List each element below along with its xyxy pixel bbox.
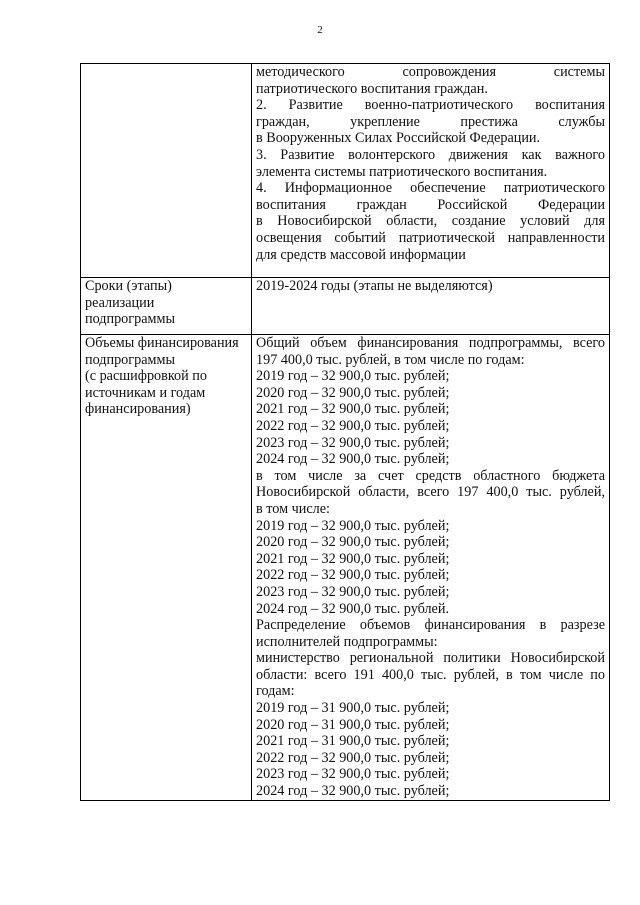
text-line: элемента системы патриотического воспитания. — [256, 163, 548, 180]
text-line: 2021 год – 31 900,0 тыс. рублей; — [256, 733, 450, 750]
text-line: методического сопровождения системы — [256, 64, 605, 80]
label-line: источникам и годам — [85, 384, 206, 401]
label-line: подпрограммы — [85, 351, 175, 368]
table-row-financing — [81, 335, 610, 801]
row-value-cell — [252, 335, 610, 801]
row-label-cell — [81, 278, 252, 335]
text-line: 2024 год – 32 900,0 тыс. рублей; — [256, 451, 450, 468]
label-line: (с расшифровкой по — [85, 368, 207, 385]
text-line: в том числе за счет средств областного бюджета — [256, 467, 605, 484]
text-line: Распределение объемов финансирования в разрезе — [256, 617, 605, 634]
table-row-objectives — [81, 64, 610, 278]
text-line: 2020 год – 32 900,0 тыс. рублей; — [256, 534, 450, 551]
text-line: в Новосибирской области, создание условий для — [256, 213, 605, 230]
text-line: области: всего 191 400,0 тыс. рублей, в том числе по — [256, 666, 605, 683]
row-value-cell — [252, 64, 610, 278]
label-line: финансирования) — [85, 401, 191, 418]
row-label-cell — [81, 335, 252, 801]
text-line: для средств массовой информации — [256, 246, 466, 263]
text-line: в Вооруженных Силах Российской Федерации. — [256, 130, 541, 147]
text-line: 2019 год – 32 900,0 тыс. рублей; — [256, 517, 450, 534]
text-line: Общий объем финансирования подпрограммы, всего — [256, 335, 605, 351]
text-line: 2023 год – 32 900,0 тыс. рублей; — [256, 434, 450, 451]
text-line: 2022 год – 32 900,0 тыс. рублей; — [256, 417, 450, 434]
text-line: 2024 год – 32 900,0 тыс. рублей; — [256, 783, 450, 800]
text-line: 2021 год – 32 900,0 тыс. рублей; — [256, 550, 450, 567]
text-line: годам: — [256, 683, 295, 700]
text-line: воспитания граждан Российской Федерации — [256, 196, 605, 213]
text-line: 2023 год – 32 900,0 тыс. рублей; — [256, 583, 450, 600]
text-line: 2019 год – 31 900,0 тыс. рублей; — [256, 700, 450, 717]
text-line: 2. Развитие военно-патриотического воспитания — [256, 97, 605, 114]
text-line: 2022 год – 32 900,0 тыс. рублей; — [256, 749, 450, 766]
text-line: Новосибирской области, всего 197 400,0 тыс. рублей, — [256, 484, 605, 501]
label-line: реализации — [85, 294, 155, 311]
label-line: подпрограммы — [85, 311, 175, 328]
text-line: 2024 год – 32 900,0 тыс. рублей. — [256, 600, 449, 617]
text-line: 2020 год – 31 900,0 тыс. рублей; — [256, 716, 450, 733]
text-line: 2020 год – 32 900,0 тыс. рублей; — [256, 384, 450, 401]
text-line: 2019-2024 годы (этапы не выделяются) — [256, 278, 493, 294]
label-line: Объемы финансирования — [85, 335, 239, 351]
text-line: граждан, укрепление престижа службы — [256, 113, 605, 130]
text-line: 2023 год – 32 900,0 тыс. рублей; — [256, 766, 450, 783]
text-line: патриотического воспитания граждан. — [256, 80, 488, 97]
text-line: освещения событий патриотической направленности — [256, 229, 605, 246]
text-line: 4. Информационное обеспечение патриотического — [256, 180, 605, 197]
text-line: министерство региональной политики Новосибирской — [256, 650, 605, 667]
row-value-cell — [252, 278, 610, 335]
text-line: 197 400,0 тыс. рублей, в том числе по годам: — [256, 351, 525, 368]
text-line: 2021 год – 32 900,0 тыс. рублей; — [256, 401, 450, 418]
text-line: исполнителей подпрограммы: — [256, 633, 438, 650]
page-number: 2 — [317, 24, 323, 36]
label-line: Сроки (этапы) — [85, 278, 172, 294]
table-row-terms — [81, 278, 610, 335]
text-line: 2019 год – 32 900,0 тыс. рублей; — [256, 368, 450, 385]
subprogram-passport-table — [80, 63, 610, 801]
row-label-cell — [81, 64, 252, 278]
text-line: 2022 год – 32 900,0 тыс. рублей; — [256, 567, 450, 584]
text-line: в том числе: — [256, 500, 330, 517]
text-line: 3. Развитие волонтерского движения как важного — [256, 146, 605, 163]
